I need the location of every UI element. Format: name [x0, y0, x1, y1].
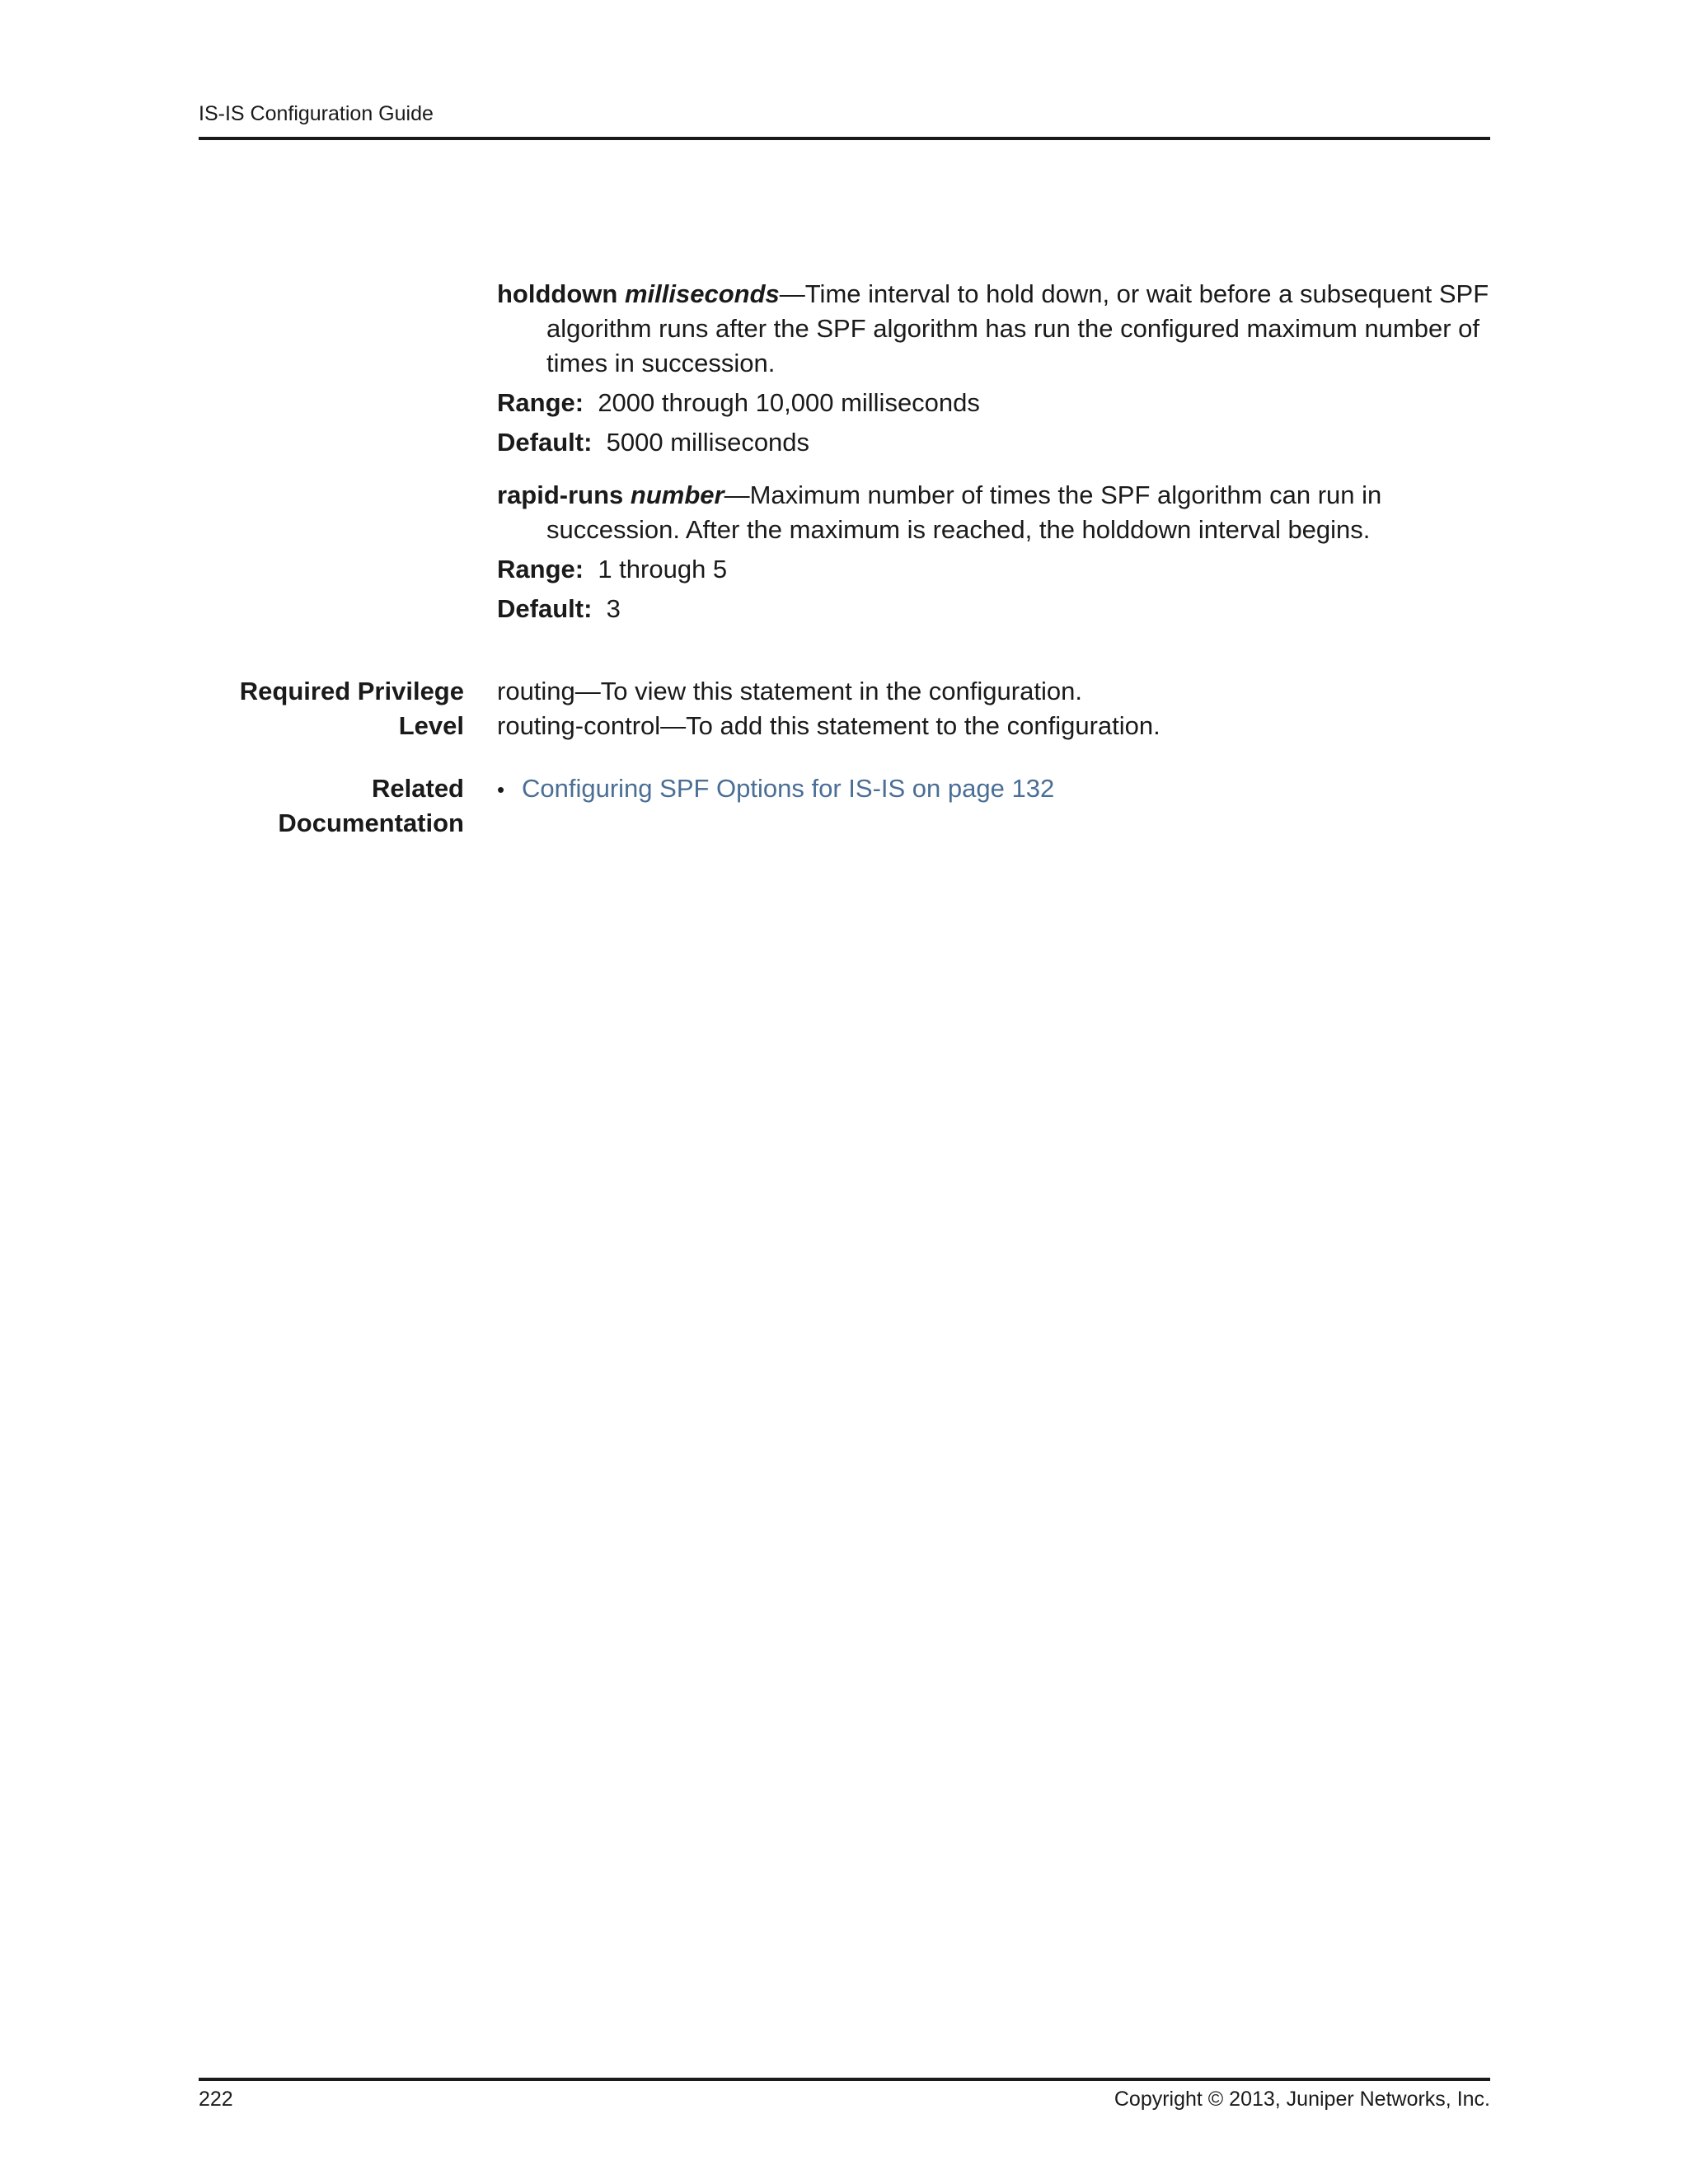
default-label: Default:: [497, 428, 593, 457]
related-documentation-label: Related Documentation: [278, 774, 464, 837]
param-arg: number: [630, 480, 724, 509]
range-label: Range:: [497, 555, 584, 583]
range-label: Range:: [497, 388, 584, 417]
default-value: 3: [606, 594, 621, 623]
parameter-list: [497, 277, 1490, 626]
param-description-block: [497, 478, 1490, 547]
param-range: [497, 386, 1490, 420]
range-value: 2000 through 10,000 milliseconds: [598, 388, 980, 417]
param-name: rapid-runs: [497, 480, 624, 509]
bullet-icon: •: [497, 777, 505, 802]
param-description: —Maximum number of times the SPF algorithm can run in succession. After the maximum is reached, the holddown interval begins.: [546, 480, 1382, 544]
param-default: [497, 425, 1490, 460]
param-default: [497, 592, 1490, 626]
related-documentation-list: [497, 771, 1490, 807]
page-footer: [199, 2078, 1490, 2114]
privilege-line-add: routing-control—To add this statement to the configuration.: [497, 711, 1160, 740]
param-description-block: [497, 277, 1490, 381]
param-description: —Time interval to hold down, or wait before a subsequent SPF algorithm runs after the SPF algorithm has run the configured maximum number of times in succession.: [546, 279, 1489, 377]
page-number: 222: [199, 2088, 233, 2111]
privilege-label: Required Privilege Level: [239, 677, 464, 740]
page-header: [199, 99, 1490, 140]
param-name: holddown: [497, 279, 618, 308]
param-arg: milliseconds: [624, 279, 780, 308]
related-doc-link[interactable]: Configuring SPF Options for IS-IS on page 132: [522, 774, 1055, 803]
privilege-body: [497, 674, 1490, 743]
range-value: 1 through 5: [598, 555, 728, 583]
list-item: [497, 771, 1490, 807]
default-label: Default:: [497, 594, 593, 623]
privilege-line-view: routing—To view this statement in the configuration.: [497, 677, 1082, 705]
param-holddown: [497, 277, 1490, 460]
param-range: [497, 552, 1490, 587]
default-value: 5000 milliseconds: [606, 428, 810, 457]
copyright-notice: Copyright © 2013, Juniper Networks, Inc.: [1114, 2088, 1490, 2111]
param-rapid-runs: [497, 478, 1490, 626]
guide-title: IS-IS Configuration Guide: [199, 102, 434, 125]
